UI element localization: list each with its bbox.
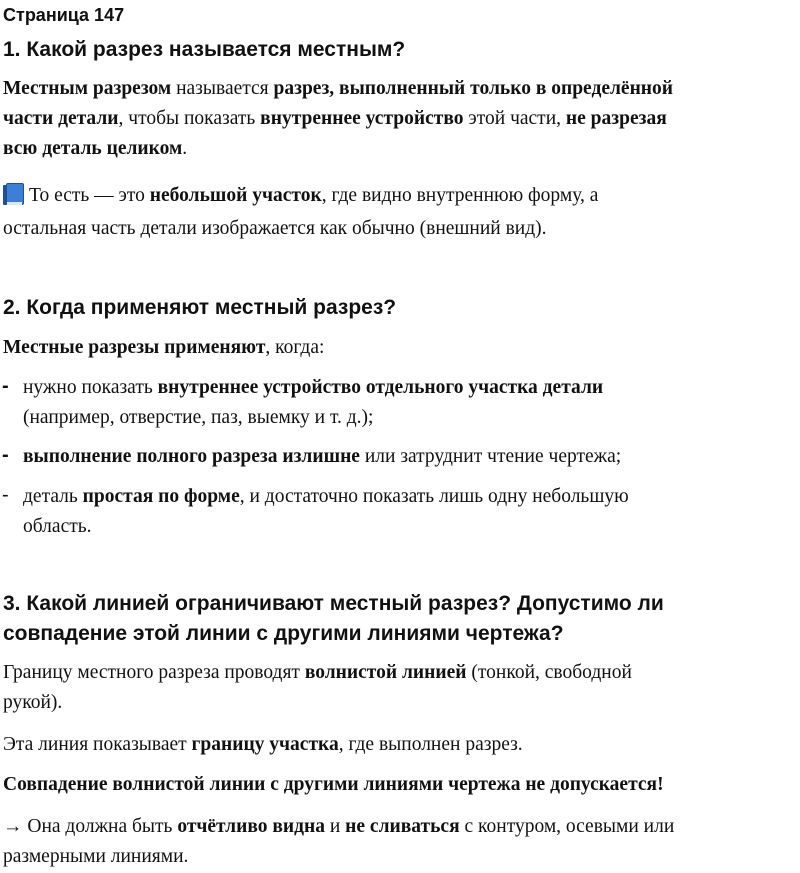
q1-note-line-1: [3, 181, 798, 211]
bold-text: внутреннее устройство: [260, 108, 464, 129]
bullet-marker: -: [2, 484, 9, 506]
q3-paragraph-1-line-1: [3, 658, 798, 688]
bold-text: выполнение полного разреза излишне: [23, 446, 360, 467]
text: , когда:: [265, 337, 325, 358]
bold-text: не сливаться: [345, 816, 460, 837]
bullet-marker: -: [2, 444, 9, 466]
text: Границу местного разреза проводят: [3, 662, 305, 683]
text: этой части,: [463, 108, 566, 129]
text: .: [182, 138, 188, 159]
text: называется: [171, 78, 274, 99]
term: Местным разрезом: [3, 78, 172, 99]
bold-text: не разрезая: [565, 108, 667, 129]
q1-paragraph-line-3: [3, 134, 798, 164]
bold-text: Местные разрезы применяют: [3, 337, 266, 358]
q3-rule-statement: Совпадение волнистой линии с другими линиями чертежа не допускается!: [3, 774, 664, 795]
q3-heading-line-2: совпадение этой линии с другими линиями чертежа?: [3, 622, 564, 645]
bold-text: простая по форме: [82, 486, 240, 507]
q2-item-3-line-2: область.: [23, 516, 92, 537]
text: , где видно внутреннюю форму, а: [321, 185, 599, 206]
q3-paragraph-1-line-2: рукой).: [3, 692, 63, 713]
q2-intro: [3, 333, 798, 363]
q1-paragraph-line-2: [3, 104, 798, 134]
q2-item-2: [23, 442, 800, 472]
q2-item-1-line-2: (например, отверстие, паз, выемку и т. д.);: [23, 407, 374, 428]
definition: разрез, выполненный только в определённой: [273, 78, 674, 99]
text: и: [324, 816, 346, 837]
q2-heading: 2. Когда применяют местный разрез?: [3, 296, 397, 319]
bold-text: волнистой линией: [304, 662, 467, 683]
bullet-marker: -: [2, 375, 9, 397]
text: , и достаточно показать лишь одну небольшую: [239, 486, 629, 507]
q3-heading-line-1: 3. Какой линией ограничивают местный разрез? Допустимо ли: [3, 592, 664, 615]
text: деталь: [23, 486, 83, 507]
text: То есть — это: [29, 185, 150, 206]
bold-text: отчётливо видна: [177, 816, 325, 837]
q2-item-3-line-1: [23, 482, 800, 512]
book-icon: [3, 183, 23, 205]
bold-text: всю деталь целиком: [3, 138, 183, 159]
q3-paragraph-3-line-2: размерными линиями.: [3, 846, 189, 867]
text: или затруднит чтение чертежа;: [359, 446, 622, 467]
q1-heading: 1. Какой разрез называется местным?: [3, 38, 406, 61]
text: нужно показать: [23, 377, 158, 398]
q2-item-1-line-1: [23, 373, 800, 403]
bold-text: части детали: [3, 108, 119, 129]
text: , где выполнен разрез.: [338, 734, 523, 755]
text: Эта линия показывает: [3, 734, 192, 755]
page-label: Страница 147: [3, 5, 125, 25]
bold-text: внутреннее устройство отдельного участка детали: [157, 377, 604, 398]
text: с контуром, осевыми или: [459, 816, 675, 837]
q1-note-line-2: остальная часть детали изображается как обычно (внешний вид).: [3, 218, 547, 239]
text: → Она должна быть: [3, 816, 178, 837]
q3-paragraph-2: [3, 730, 798, 760]
text: (тонкой, свободной: [466, 662, 632, 683]
q1-paragraph-line-1: [3, 74, 798, 104]
bold-text: небольшой участок: [149, 185, 322, 206]
bold-text: границу участка: [191, 734, 339, 755]
q3-paragraph-3-line-1: [3, 812, 798, 842]
text: , чтобы показать: [118, 108, 261, 129]
